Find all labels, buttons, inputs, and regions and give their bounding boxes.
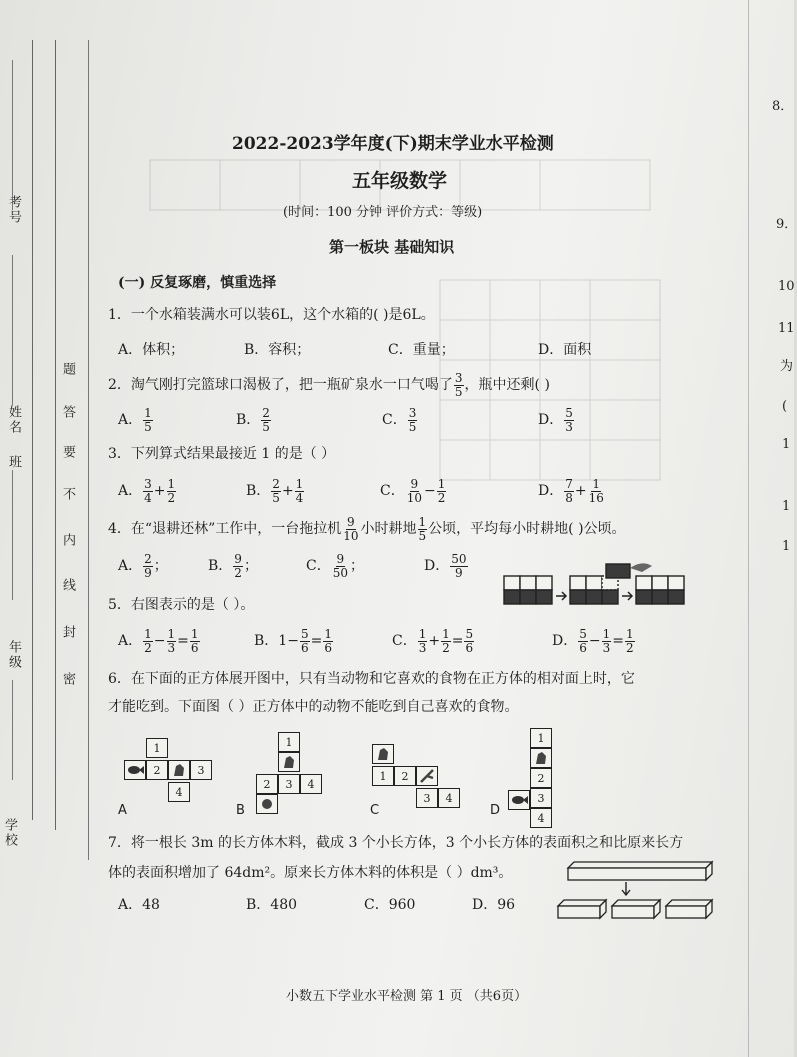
q2-stem: 2．淘气刚打完篮球口渴极了，把一瓶矿泉水一口气喝了 $\frac{3}{5}$ ，瓶中还剩( ): [108, 371, 550, 399]
name-line: [12, 255, 13, 405]
q7-line2: 体的表面积增加了 64dm²。原来长方体木料的体积是（ ）dm³。: [108, 865, 513, 881]
net-b-face-3: 3: [278, 774, 300, 794]
net-d-face-1: 1: [530, 728, 552, 748]
q1-option-c: C．重量；: [388, 342, 455, 358]
net-b-label: B: [236, 803, 245, 818]
net-a-face-4: 4: [168, 782, 190, 802]
net-b-face-food: [256, 794, 278, 814]
binding-line-2: [55, 40, 56, 830]
seal-char-bu: 不: [60, 487, 75, 502]
net-c-face-4: 4: [438, 788, 460, 808]
right-paren: (: [782, 399, 788, 414]
net-d-face-3: 3: [530, 788, 552, 808]
q5-option-a: A． $\frac{1}{2}$ − $\frac{1}{3}$ = $\frac{1}{6}$: [118, 627, 199, 655]
net-c-label: C: [370, 803, 380, 818]
class-label: 班: [6, 455, 21, 470]
seal-char-da: 答: [60, 405, 75, 420]
seal-char-yao: 要: [60, 445, 75, 460]
q7-option-b: B．480: [246, 897, 298, 913]
net-a-label: A: [118, 803, 127, 818]
q7-option-c: C．960: [364, 897, 416, 913]
net-d-face-4: 4: [530, 808, 552, 828]
cube-net-a: [118, 738, 228, 822]
school-label: 学校: [2, 818, 17, 848]
q3-stem: 3．下列算式结果最接近 1 的是（ ）: [108, 446, 336, 462]
right-q9: 9．: [776, 217, 797, 232]
q3-option-a: A． $\frac{3}{4}$ + $\frac{1}{2}$: [118, 477, 176, 505]
net-b-face-4: 4: [300, 774, 322, 794]
net-a-face-3: 3: [190, 760, 212, 780]
wood-block-diagram: [556, 860, 716, 922]
right-q11: 11: [778, 321, 795, 336]
net-c-face-2: 2: [394, 766, 416, 786]
exam-title: 2022-2023学年度(下)期末学业水平检测: [232, 134, 554, 154]
q3-option-d: D． $\frac{7}{8}$ + $\frac{1}{16}$: [538, 477, 604, 505]
q2-option-a: A． $\frac{1}{5}$: [118, 406, 152, 434]
grade-label: 年级: [6, 640, 21, 670]
right-q10: 10: [778, 279, 795, 294]
net-d-face-fish: [508, 790, 530, 810]
q1-option-a: A．体积；: [118, 342, 185, 358]
q6-line1: 6．在下面的正方体展开图中，只有当动物和它喜欢的食物在正方体的相对面上时，它: [108, 671, 635, 687]
right-num-3: 1: [782, 539, 791, 554]
q5-option-d: D． $\frac{5}{6}$ − $\frac{1}{3}$ = $\frac{1}{2}$: [552, 627, 634, 655]
net-a-face-2: 2: [146, 760, 168, 780]
q7-option-d: D．96: [472, 897, 516, 913]
q4-option-a: A． $\frac{2}{9}$ ；: [118, 552, 168, 580]
right-char-wei: 为: [780, 359, 794, 374]
right-num-2: 1: [782, 499, 791, 514]
q5-option-c: C． $\frac{1}{3}$ + $\frac{1}{2}$ = $\frac{5}{6}$: [392, 627, 474, 655]
page-edge-line: [748, 0, 749, 1057]
q3-option-b: B． $\frac{2}{5}$ + $\frac{1}{4}$: [246, 477, 304, 505]
seal-char-nei: 内: [60, 533, 75, 548]
q3-option-c: C． $\frac{9}{10}$ − $\frac{1}{2}$: [380, 477, 446, 505]
name-label: 姓名: [6, 405, 21, 435]
net-b-face-2: 2: [256, 774, 278, 794]
cube-net-b: [254, 732, 334, 822]
q4-option-b: B． $\frac{9}{2}$ ；: [208, 552, 258, 580]
q7-option-a: A．48: [118, 897, 160, 913]
net-b-face-1: 1: [278, 732, 300, 752]
q2-option-c: C． $\frac{3}{5}$: [382, 406, 417, 434]
net-c-face-food: [416, 766, 438, 786]
right-num-1: 1: [782, 437, 791, 452]
page-footer: 小数五下学业水平检测 第 1 页 （共6页）: [286, 989, 528, 1004]
section-title: 第一板块 基础知识: [329, 238, 455, 256]
net-d-face-2: 2: [530, 768, 552, 788]
binding-line-3: [88, 40, 89, 860]
exam-subtitle: 五年级数学: [352, 170, 448, 192]
q1-stem: 1．一个水箱装满水可以装6L，这个水箱的( )是6L。: [108, 307, 435, 323]
exam-no-line: [12, 60, 13, 210]
seal-char-feng: 封: [60, 625, 75, 640]
q5-figure: [502, 558, 692, 614]
part-title: (一) 反复琢磨，慎重选择: [118, 275, 277, 291]
fraction-diagram: [502, 558, 692, 610]
q7-figure: [556, 860, 716, 926]
q5-stem: 5．右图表示的是（ ）。: [108, 597, 255, 613]
net-d-label: D: [490, 803, 501, 818]
q6-line2: 才能吃到。下面图（ ）正方体中的动物不能吃到自己喜欢的食物。: [108, 699, 519, 715]
seal-char-xian: 线: [60, 578, 75, 593]
cube-net-c: [370, 744, 470, 814]
net-c-face-3: 3: [416, 788, 438, 808]
q1-option-d: D．面积: [538, 342, 592, 358]
seal-char-mi: 密: [60, 672, 75, 687]
net-c-face-1: 1: [372, 766, 394, 786]
exam-info: (时间：100 分钟 评价方式：等级): [283, 205, 483, 220]
right-q8: 8．: [772, 99, 794, 114]
q4-stem: 4．在“退耕还林”工作中，一台拖拉机 $\frac{9}{10}$ 小时耕地 $\frac{1}{5}$ 公顷，平均每小时耕地( )公顷。: [108, 515, 626, 543]
net-a-face-fish: [124, 760, 146, 780]
net-b-face-animal: [278, 752, 300, 772]
q5-option-b: B． 1− $\frac{5}{6}$ = $\frac{1}{6}$: [254, 627, 332, 655]
net-a-face-animal: [168, 760, 190, 780]
binding-line-1: [32, 40, 33, 820]
q4-option-d: D． $\frac{50}{9}$: [424, 552, 467, 580]
q7-line1: 7．将一根长 3m 的长方体木料，截成 3 个小长方体，3 个小长方体的表面积之和比原来长方: [108, 835, 684, 851]
q2-option-b: B． $\frac{2}{5}$: [236, 406, 270, 434]
q2-option-d: D． $\frac{5}{3}$: [538, 406, 573, 434]
net-d-face-animal: [530, 748, 552, 768]
class-line: [12, 470, 13, 600]
q1-option-b: B．容积；: [244, 342, 311, 358]
grade-line: [12, 680, 13, 780]
cube-net-d: [506, 728, 566, 825]
net-a-face-1: 1: [146, 738, 168, 758]
net-c-face-animal: [372, 744, 394, 764]
q4-option-c: C． $\frac{9}{50}$ ；: [306, 552, 364, 580]
exam-no-label: 考号: [6, 195, 21, 225]
seal-char-ti: 题: [60, 362, 75, 377]
